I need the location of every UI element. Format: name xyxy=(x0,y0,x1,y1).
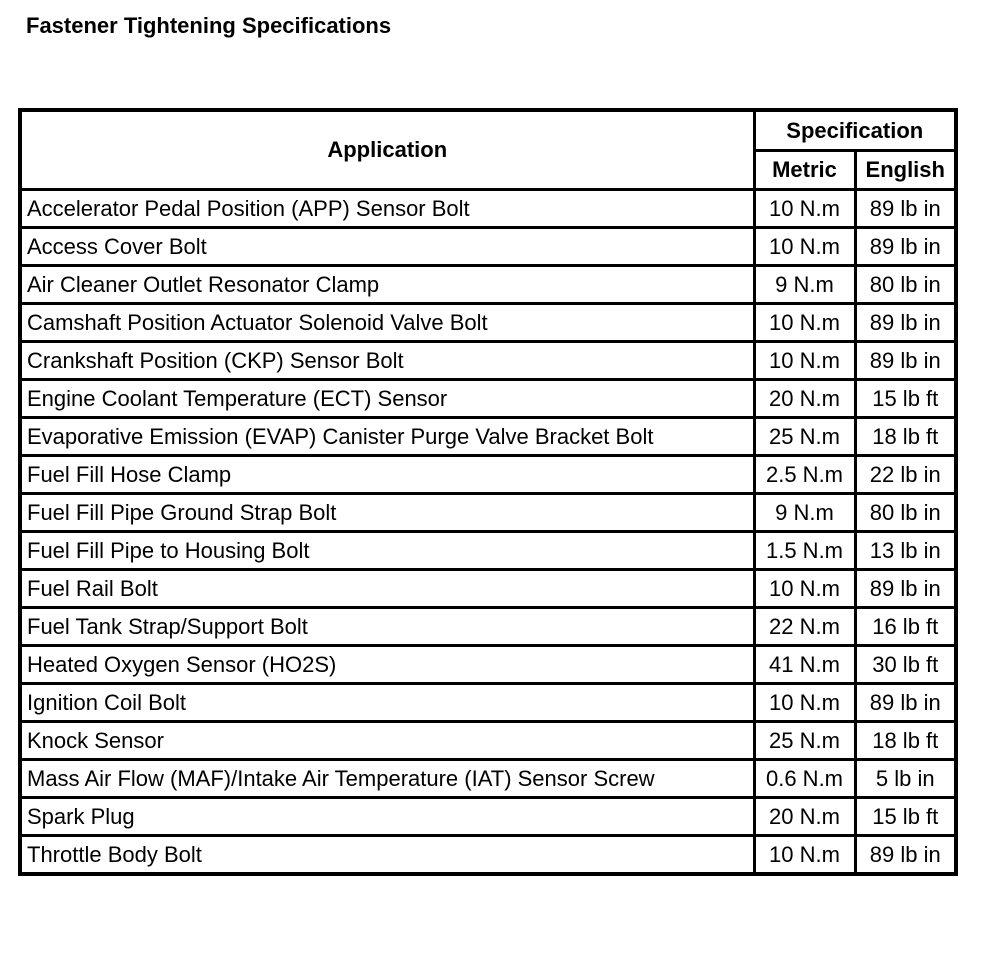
table-row xyxy=(20,266,956,304)
metric-value-cell: 20 N.m xyxy=(754,380,855,418)
metric-header: Metric xyxy=(754,151,855,190)
spec-table xyxy=(18,108,958,876)
english-value-cell: 15 lb ft xyxy=(855,380,956,418)
table-row xyxy=(20,418,956,456)
table-row xyxy=(20,646,956,684)
english-value-cell: 18 lb ft xyxy=(855,722,956,760)
table-row xyxy=(20,494,956,532)
metric-value-cell: 10 N.m xyxy=(754,342,855,380)
application-cell: Accelerator Pedal Position (APP) Sensor Bolt xyxy=(20,190,754,228)
table-row xyxy=(20,722,956,760)
page-title: Fastener Tightening Specifications xyxy=(26,13,392,38)
application-cell: Evaporative Emission (EVAP) Canister Purge Valve Bracket Bolt xyxy=(20,418,754,456)
english-value-cell: 80 lb in xyxy=(855,266,956,304)
english-value-cell: 89 lb in xyxy=(855,342,956,380)
table-row xyxy=(20,532,956,570)
metric-value-cell: 0.6 N.m xyxy=(754,760,855,798)
english-value-cell: 89 lb in xyxy=(855,836,956,875)
english-value-cell: 18 lb ft xyxy=(855,418,956,456)
english-value-cell: 89 lb in xyxy=(855,304,956,342)
application-header: Application xyxy=(20,110,754,190)
table-row xyxy=(20,798,956,836)
table-row xyxy=(20,760,956,798)
application-cell: Throttle Body Bolt xyxy=(20,836,754,875)
application-cell: Heated Oxygen Sensor (HO2S) xyxy=(20,646,754,684)
metric-value-cell: 25 N.m xyxy=(754,722,855,760)
metric-value-cell: 10 N.m xyxy=(754,190,855,228)
metric-value-cell: 41 N.m xyxy=(754,646,855,684)
application-cell: Fuel Tank Strap/Support Bolt xyxy=(20,608,754,646)
application-cell: Ignition Coil Bolt xyxy=(20,684,754,722)
english-value-cell: 80 lb in xyxy=(855,494,956,532)
english-value-cell: 13 lb in xyxy=(855,532,956,570)
table-header-row xyxy=(20,110,956,151)
metric-value-cell: 9 N.m xyxy=(754,266,855,304)
application-cell: Fuel Fill Pipe Ground Strap Bolt xyxy=(20,494,754,532)
application-cell: Access Cover Bolt xyxy=(20,228,754,266)
specification-header: Specification xyxy=(754,110,956,151)
application-cell: Knock Sensor xyxy=(20,722,754,760)
application-cell: Fuel Rail Bolt xyxy=(20,570,754,608)
table-row xyxy=(20,190,956,228)
application-cell: Fuel Fill Pipe to Housing Bolt xyxy=(20,532,754,570)
metric-value-cell: 10 N.m xyxy=(754,684,855,722)
table-row xyxy=(20,570,956,608)
metric-value-cell: 1.5 N.m xyxy=(754,532,855,570)
table-row xyxy=(20,608,956,646)
metric-value-cell: 10 N.m xyxy=(754,836,855,875)
metric-value-cell: 2.5 N.m xyxy=(754,456,855,494)
application-cell: Camshaft Position Actuator Solenoid Valve Bolt xyxy=(20,304,754,342)
english-value-cell: 89 lb in xyxy=(855,570,956,608)
metric-value-cell: 20 N.m xyxy=(754,798,855,836)
english-value-cell: 89 lb in xyxy=(855,684,956,722)
application-cell: Mass Air Flow (MAF)/Intake Air Temperature (IAT) Sensor Screw xyxy=(20,760,754,798)
english-value-cell: 89 lb in xyxy=(855,190,956,228)
table-row xyxy=(20,342,956,380)
application-cell: Fuel Fill Hose Clamp xyxy=(20,456,754,494)
application-cell: Crankshaft Position (CKP) Sensor Bolt xyxy=(20,342,754,380)
english-value-cell: 30 lb ft xyxy=(855,646,956,684)
application-cell: Engine Coolant Temperature (ECT) Sensor xyxy=(20,380,754,418)
metric-value-cell: 10 N.m xyxy=(754,228,855,266)
english-value-cell: 16 lb ft xyxy=(855,608,956,646)
english-value-cell: 15 lb ft xyxy=(855,798,956,836)
table-row xyxy=(20,684,956,722)
table-row xyxy=(20,456,956,494)
application-cell: Air Cleaner Outlet Resonator Clamp xyxy=(20,266,754,304)
metric-value-cell: 9 N.m xyxy=(754,494,855,532)
metric-value-cell: 25 N.m xyxy=(754,418,855,456)
application-cell: Spark Plug xyxy=(20,798,754,836)
table-row xyxy=(20,228,956,266)
metric-value-cell: 10 N.m xyxy=(754,570,855,608)
metric-value-cell: 10 N.m xyxy=(754,304,855,342)
table-body xyxy=(20,190,956,875)
metric-value-cell: 22 N.m xyxy=(754,608,855,646)
english-value-cell: 89 lb in xyxy=(855,228,956,266)
table-row xyxy=(20,380,956,418)
english-value-cell: 5 lb in xyxy=(855,760,956,798)
table-row xyxy=(20,836,956,875)
english-header: English xyxy=(855,151,956,190)
english-value-cell: 22 lb in xyxy=(855,456,956,494)
table-row xyxy=(20,304,956,342)
